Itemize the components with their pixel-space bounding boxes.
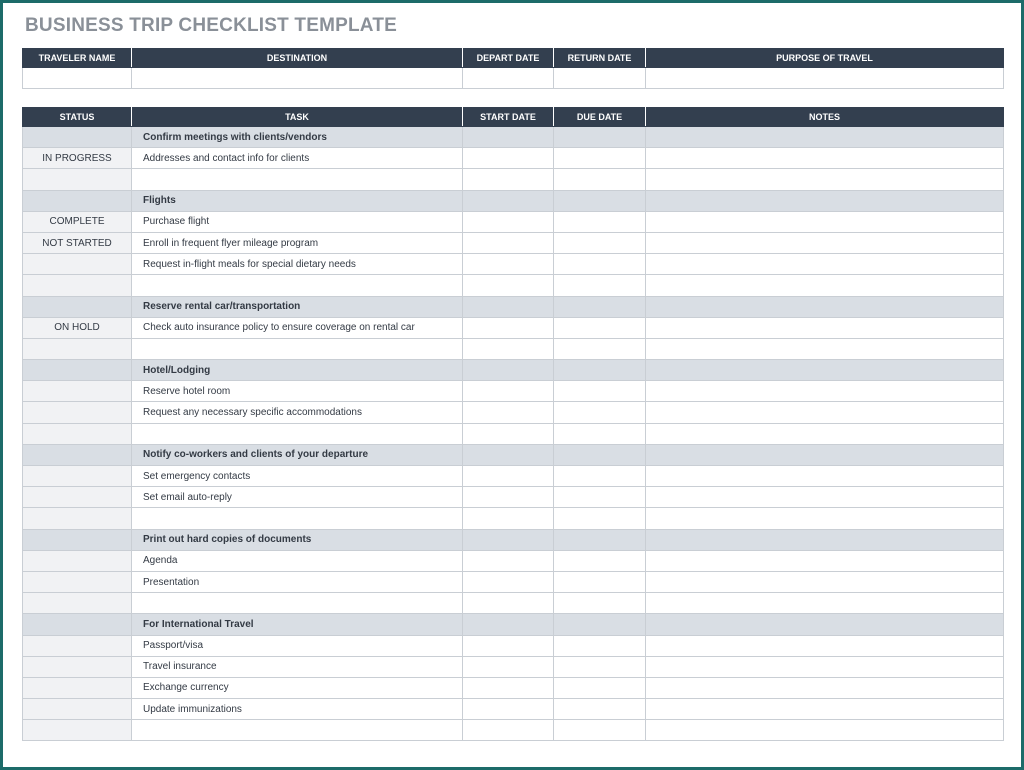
task-cell[interactable]: Travel insurance [132,656,463,677]
start-date-cell[interactable] [463,254,554,275]
start-date-cell[interactable] [463,296,554,317]
notes-cell[interactable] [646,423,1004,444]
task-cell[interactable] [132,169,463,190]
status-cell[interactable] [23,508,132,529]
header-purpose-of-travel: PURPOSE OF TRAVEL [646,49,1004,68]
header-traveler-name: TRAVELER NAME [23,49,132,68]
status-cell[interactable] [23,402,132,423]
status-cell[interactable] [23,635,132,656]
start-date-cell[interactable] [463,423,554,444]
notes-cell[interactable] [646,720,1004,741]
start-date-cell[interactable] [463,317,554,338]
start-date-cell[interactable] [463,148,554,169]
depart-date-cell[interactable] [463,68,554,89]
due-date-cell[interactable] [554,360,646,381]
task-cell[interactable]: Passport/visa [132,635,463,656]
notes-cell[interactable] [646,593,1004,614]
notes-cell[interactable] [646,296,1004,317]
due-date-cell[interactable] [554,529,646,550]
notes-cell[interactable] [646,232,1004,253]
task-cell[interactable] [132,423,463,444]
status-cell[interactable] [23,338,132,359]
start-date-cell[interactable] [463,338,554,359]
section-title-cell[interactable]: For International Travel [132,614,463,635]
section-title-cell[interactable]: Hotel/Lodging [132,360,463,381]
notes-cell[interactable] [646,550,1004,571]
task-cell[interactable]: Check auto insurance policy to ensure coverage on rental car [132,317,463,338]
task-row [23,550,1004,571]
notes-cell[interactable] [646,127,1004,148]
due-date-cell[interactable] [554,190,646,211]
task-row [23,487,1004,508]
header-destination: DESTINATION [132,49,463,68]
notes-cell[interactable] [646,148,1004,169]
section-title-cell[interactable]: Print out hard copies of documents [132,529,463,550]
start-date-cell[interactable] [463,720,554,741]
start-date-cell[interactable] [463,169,554,190]
status-cell[interactable] [23,360,132,381]
task-row [23,232,1004,253]
notes-cell[interactable] [646,487,1004,508]
due-date-cell[interactable] [554,317,646,338]
task-cell[interactable]: Request in-flight meals for special dietary needs [132,254,463,275]
notes-cell[interactable] [646,656,1004,677]
status-cell[interactable] [23,190,132,211]
status-cell[interactable] [23,571,132,592]
section-row [23,296,1004,317]
due-date-cell[interactable] [554,275,646,296]
due-date-cell[interactable] [554,338,646,359]
trip-info-table [22,48,1004,89]
notes-cell[interactable] [646,211,1004,232]
notes-cell[interactable] [646,529,1004,550]
notes-cell[interactable] [646,317,1004,338]
status-cell[interactable] [23,296,132,317]
notes-cell[interactable] [646,677,1004,698]
notes-cell[interactable] [646,402,1004,423]
start-date-cell[interactable] [463,529,554,550]
due-date-cell[interactable] [554,169,646,190]
status-cell[interactable] [23,614,132,635]
due-date-cell[interactable] [554,699,646,720]
task-row [23,508,1004,529]
due-date-cell[interactable] [554,381,646,402]
start-date-cell[interactable] [463,381,554,402]
task-row [23,402,1004,423]
task-cell[interactable]: Exchange currency [132,677,463,698]
destination-cell[interactable] [132,68,463,89]
start-date-cell[interactable] [463,593,554,614]
section-row [23,360,1004,381]
task-cell[interactable]: Presentation [132,571,463,592]
notes-cell[interactable] [646,169,1004,190]
task-row [23,148,1004,169]
status-cell[interactable] [23,720,132,741]
status-cell[interactable] [23,699,132,720]
start-date-cell[interactable] [463,444,554,465]
status-cell[interactable] [23,487,132,508]
status-cell[interactable]: ON HOLD [23,317,132,338]
notes-cell[interactable] [646,360,1004,381]
start-date-cell[interactable] [463,487,554,508]
section-row [23,190,1004,211]
status-cell[interactable] [23,466,132,487]
due-date-cell[interactable] [554,211,646,232]
status-cell[interactable] [23,656,132,677]
due-date-cell[interactable] [554,232,646,253]
header-start-date: START DATE [463,108,554,127]
status-cell[interactable] [23,127,132,148]
task-row [23,656,1004,677]
page-title: BUSINESS TRIP CHECKLIST TEMPLATE [25,15,398,36]
task-row [23,423,1004,444]
status-cell[interactable] [23,550,132,571]
task-row [23,169,1004,190]
section-title-cell[interactable]: Reserve rental car/transportation [132,296,463,317]
section-row [23,529,1004,550]
trip-info-header-row [23,49,1004,68]
notes-cell[interactable] [646,614,1004,635]
task-row [23,211,1004,232]
start-date-cell[interactable] [463,571,554,592]
task-row [23,635,1004,656]
due-date-cell[interactable] [554,466,646,487]
status-cell[interactable]: NOT STARTED [23,232,132,253]
start-date-cell[interactable] [463,360,554,381]
due-date-cell[interactable] [554,127,646,148]
task-cell[interactable]: Reserve hotel room [132,381,463,402]
notes-cell[interactable] [646,338,1004,359]
status-cell[interactable] [23,593,132,614]
due-date-cell[interactable] [554,656,646,677]
section-title-cell[interactable]: Confirm meetings with clients/vendors [132,127,463,148]
section-row [23,127,1004,148]
task-cell[interactable]: Addresses and contact info for clients [132,148,463,169]
due-date-cell[interactable] [554,254,646,275]
header-depart-date: DEPART DATE [463,49,554,68]
due-date-cell[interactable] [554,677,646,698]
task-row [23,317,1004,338]
section-row [23,614,1004,635]
start-date-cell[interactable] [463,211,554,232]
traveler-name-cell[interactable] [23,68,132,89]
start-date-cell[interactable] [463,614,554,635]
checklist-body [23,127,1004,741]
task-row [23,381,1004,402]
task-cell[interactable] [132,593,463,614]
status-cell[interactable] [23,169,132,190]
start-date-cell[interactable] [463,190,554,211]
task-cell[interactable] [132,275,463,296]
task-row [23,338,1004,359]
due-date-cell[interactable] [554,402,646,423]
due-date-cell[interactable] [554,550,646,571]
due-date-cell[interactable] [554,148,646,169]
start-date-cell[interactable] [463,550,554,571]
notes-cell[interactable] [646,635,1004,656]
trip-info-row [23,68,1004,89]
checklist-header-row [23,108,1004,127]
status-cell[interactable] [23,381,132,402]
start-date-cell[interactable] [463,699,554,720]
start-date-cell[interactable] [463,275,554,296]
due-date-cell[interactable] [554,571,646,592]
status-cell[interactable] [23,275,132,296]
task-row [23,275,1004,296]
due-date-cell[interactable] [554,487,646,508]
task-cell[interactable]: Purchase flight [132,211,463,232]
task-row [23,466,1004,487]
due-date-cell[interactable] [554,635,646,656]
status-cell[interactable] [23,444,132,465]
due-date-cell[interactable] [554,296,646,317]
notes-cell[interactable] [646,508,1004,529]
task-row [23,254,1004,275]
start-date-cell[interactable] [463,635,554,656]
task-row [23,593,1004,614]
task-row [23,720,1004,741]
task-cell[interactable]: Enroll in frequent flyer mileage program [132,232,463,253]
task-row [23,699,1004,720]
section-title-cell[interactable]: Flights [132,190,463,211]
status-cell[interactable] [23,529,132,550]
due-date-cell[interactable] [554,444,646,465]
due-date-cell[interactable] [554,423,646,444]
task-cell[interactable] [132,338,463,359]
task-row [23,571,1004,592]
notes-cell[interactable] [646,381,1004,402]
status-cell[interactable] [23,423,132,444]
notes-cell[interactable] [646,466,1004,487]
due-date-cell[interactable] [554,508,646,529]
task-cell[interactable]: Set email auto-reply [132,487,463,508]
start-date-cell[interactable] [463,677,554,698]
task-cell[interactable]: Request any necessary specific accommodations [132,402,463,423]
task-cell[interactable]: Update immunizations [132,699,463,720]
section-row [23,444,1004,465]
notes-cell[interactable] [646,571,1004,592]
start-date-cell[interactable] [463,232,554,253]
status-cell[interactable]: IN PROGRESS [23,148,132,169]
start-date-cell[interactable] [463,508,554,529]
task-cell[interactable] [132,720,463,741]
notes-cell[interactable] [646,699,1004,720]
header-task: TASK [132,108,463,127]
due-date-cell[interactable] [554,593,646,614]
status-cell[interactable] [23,677,132,698]
due-date-cell[interactable] [554,614,646,635]
start-date-cell[interactable] [463,656,554,677]
notes-cell[interactable] [646,254,1004,275]
header-return-date: RETURN DATE [554,49,646,68]
start-date-cell[interactable] [463,127,554,148]
due-date-cell[interactable] [554,720,646,741]
task-cell[interactable]: Set emergency contacts [132,466,463,487]
section-title-cell[interactable]: Notify co-workers and clients of your departure [132,444,463,465]
task-cell[interactable]: Agenda [132,550,463,571]
start-date-cell[interactable] [463,466,554,487]
purpose-of-travel-cell[interactable] [646,68,1004,89]
notes-cell[interactable] [646,275,1004,296]
status-cell[interactable] [23,254,132,275]
status-cell[interactable]: COMPLETE [23,211,132,232]
task-cell[interactable] [132,508,463,529]
task-row [23,677,1004,698]
return-date-cell[interactable] [554,68,646,89]
checklist-table [22,107,1004,741]
header-status: STATUS [23,108,132,127]
start-date-cell[interactable] [463,402,554,423]
header-due-date: DUE DATE [554,108,646,127]
notes-cell[interactable] [646,444,1004,465]
header-notes: NOTES [646,108,1004,127]
notes-cell[interactable] [646,190,1004,211]
